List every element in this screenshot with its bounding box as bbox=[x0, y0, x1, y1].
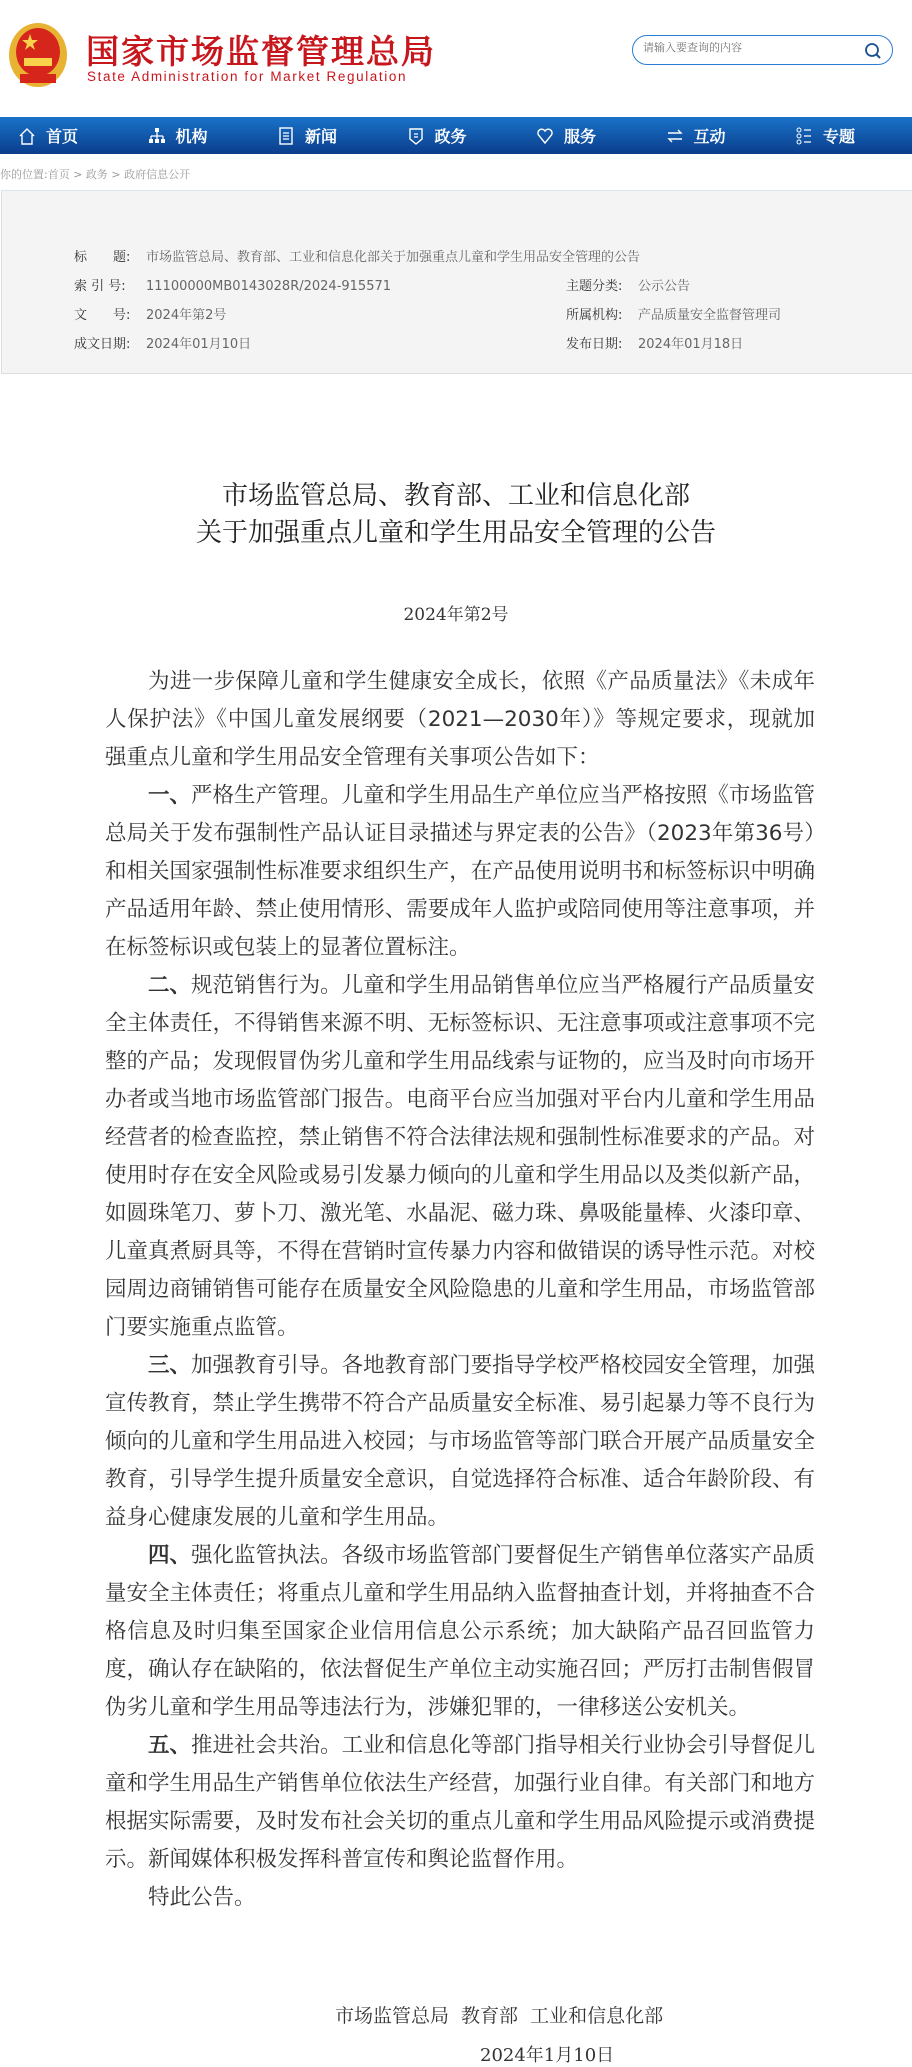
section-heading: 强化监管执法 bbox=[191, 1543, 321, 1568]
title-line: 关于加强重点儿童和学生用品安全管理的公告 bbox=[195, 518, 716, 548]
section-paragraph bbox=[105, 1347, 815, 1537]
closing-paragraph: 特此公告。 bbox=[148, 1885, 256, 1910]
breadcrumb: 你的位置:首页 > 政务 > 政府信息公开 bbox=[0, 168, 191, 181]
site-title[interactable]: 国家市场监督管理总局 bbox=[86, 32, 436, 71]
section-number: 一、 bbox=[148, 783, 192, 808]
nav-item-1[interactable] bbox=[130, 117, 260, 154]
home-icon bbox=[18, 127, 36, 145]
section-heading: 加强教育引导 bbox=[191, 1353, 321, 1378]
meta-index: 11100000MB0143028R/2024-915571 bbox=[146, 279, 392, 294]
nav-label: 服务 bbox=[564, 127, 597, 146]
nav-label: 首页 bbox=[46, 127, 79, 146]
signing-date: 2024年1月10日 bbox=[480, 2045, 615, 2066]
meta-topic: 公示公告 bbox=[638, 279, 691, 294]
meta-label: 主题分类: bbox=[566, 279, 623, 294]
shield-icon bbox=[407, 127, 425, 145]
search-icon[interactable] bbox=[864, 42, 882, 64]
meta-created: 2024年01月10日 bbox=[146, 337, 252, 352]
meta-label: 成文日期: bbox=[74, 337, 131, 352]
signatories: 市场监管总局 教育部 工业和信息化部 bbox=[335, 2005, 664, 2027]
meta-label: 索 引 号: bbox=[74, 279, 126, 294]
section-number: 二、 bbox=[148, 973, 192, 998]
document-title bbox=[0, 478, 912, 552]
meta-label: 标 题: bbox=[74, 250, 131, 265]
nav-item-6[interactable] bbox=[777, 117, 907, 154]
title-line: 市场监管总局、教育部、工业和信息化部 bbox=[221, 481, 690, 511]
nav-label: 互动 bbox=[693, 127, 726, 146]
nav-label: 专题 bbox=[823, 127, 856, 146]
section-paragraph bbox=[105, 1537, 815, 1727]
heart-icon bbox=[536, 127, 554, 145]
nav-item-4[interactable] bbox=[518, 117, 648, 154]
section-number: 三、 bbox=[148, 1353, 192, 1378]
document-icon bbox=[277, 127, 295, 145]
section-text: 。各级市场监管部门要督促生产销售单位落实产品质量安全主体责任；将重点儿童和学生用品纳入监督抽查计划，并将抽查不合格信息及时归集至国家企业信用信息公示系统；加大缺陷产品召回监管力度，确认存在缺陷的，依法督促生产单位主动实施召回；严厉打击制售假冒伪劣儿童和学生用品等违法行为，涉嫌犯罪的，一律移送公安机关。 bbox=[105, 1543, 815, 1720]
section-heading: 推进社会共治 bbox=[191, 1733, 321, 1758]
section-text: 。儿童和学生用品生产单位应当严格按照《市场监管总局关于发布强制性产品认证目录描述与界定表的公告》（2023年第36号）和相关国家强制性标准要求组织生产，在产品使用说明书和标签标识中明确产品适用年龄、禁止使用情形、需要成年人监护或陪同使用等注意事项，并在标签标识或包装上的显著位置标注。 bbox=[105, 783, 815, 960]
document-number: 2024年第2号 bbox=[403, 605, 509, 625]
section-heading: 严格生产管理 bbox=[191, 783, 321, 808]
meta-label: 文 号: bbox=[74, 308, 131, 323]
meta-title: 市场监管总局、教育部、工业和信息化部关于加强重点儿童和学生用品安全管理的公告 bbox=[146, 250, 641, 265]
section-text: 。工业和信息化等部门指导相关行业协会引导督促儿童和学生用品生产销售单位依法生产经营，加强行业自律。有关部门和地方根据实际需要，及时发布社会关切的重点儿童和学生用品风险提示或消费提示。新闻媒体积极发挥科普宣传和舆论监督作用。 bbox=[105, 1733, 815, 1872]
search-input[interactable] bbox=[643, 42, 853, 54]
nav-item-5[interactable] bbox=[648, 117, 778, 154]
meta-published: 2024年01月18日 bbox=[638, 337, 744, 352]
org-chart-icon bbox=[148, 127, 166, 145]
intro-paragraph: 为进一步保障儿童和学生健康安全成长，依照《产品质量法》《未成年人保护法》《中国儿童发展纲要（2021—2030年）》等规定要求，现就加强重点儿童和学生用品安全管理有关事项公告如下： bbox=[105, 669, 815, 770]
nav-label: 政务 bbox=[434, 127, 467, 146]
section-paragraph bbox=[105, 1727, 815, 1879]
search-box bbox=[632, 35, 893, 65]
nav-label: 新闻 bbox=[305, 127, 338, 146]
exchange-icon bbox=[666, 127, 684, 145]
meta-label: 所属机构: bbox=[566, 308, 623, 323]
meta-org: 产品质量安全监督管理司 bbox=[638, 308, 782, 323]
section-text: 。儿童和学生用品销售单位应当严格履行产品质量安全主体责任，不得销售来源不明、无标签标识、无注意事项或注意事项不完整的产品；发现假冒伪劣儿童和学生用品线索与证物的，应当及时向市场开办者或当地市场监管部门报告。电商平台应当加强对平台内儿童和学生用品经营者的检查监控，禁止销售不符合法律法规和强制性标准要求的产品。对使用时存在安全风险或易引发暴力倾向的儿童和学生用品以及类似新产品，如圆珠笔刀、萝卜刀、激光笔、水晶泥、磁力珠、鼻吸能量棒、火漆印章、儿童真煮厨具等，不得在营销时宣传暴力内容和做错误的诱导性示范。对校园周边商铺销售可能存在质量安全风险隐患的儿童和学生用品，市场监管部门要实施重点监管。 bbox=[105, 973, 815, 1340]
section-paragraph bbox=[105, 777, 815, 967]
nav-item-0[interactable] bbox=[0, 117, 130, 154]
national-emblem-logo[interactable] bbox=[8, 22, 68, 88]
document-metadata bbox=[1, 190, 912, 374]
section-paragraph bbox=[105, 967, 815, 1347]
nav-item-3[interactable] bbox=[389, 117, 519, 154]
section-number: 五、 bbox=[148, 1733, 192, 1758]
main-nav bbox=[0, 117, 912, 154]
nav-label: 机构 bbox=[175, 127, 208, 146]
section-text: 。各地教育部门要指导学校严格校园安全管理，加强宣传教育，禁止学生携带不符合产品质量安全标准、易引起暴力等不良行为倾向的儿童和学生用品进入校园；与市场监管等部门联合开展产品质量安全教育，引导学生提升质量安全意识，自觉选择符合标准、适合年龄阶段、有益身心健康发展的儿童和学生用品。 bbox=[105, 1353, 815, 1530]
site-subtitle-en: State Administration for Market Regulation bbox=[87, 69, 408, 84]
section-heading: 规范销售行为 bbox=[191, 973, 321, 998]
document-body bbox=[105, 663, 815, 1917]
section-number: 四、 bbox=[148, 1543, 192, 1568]
nav-item-2[interactable] bbox=[259, 117, 389, 154]
list-icon bbox=[795, 127, 813, 145]
meta-label: 发布日期: bbox=[566, 337, 623, 352]
meta-docno: 2024年第2号 bbox=[146, 308, 227, 323]
